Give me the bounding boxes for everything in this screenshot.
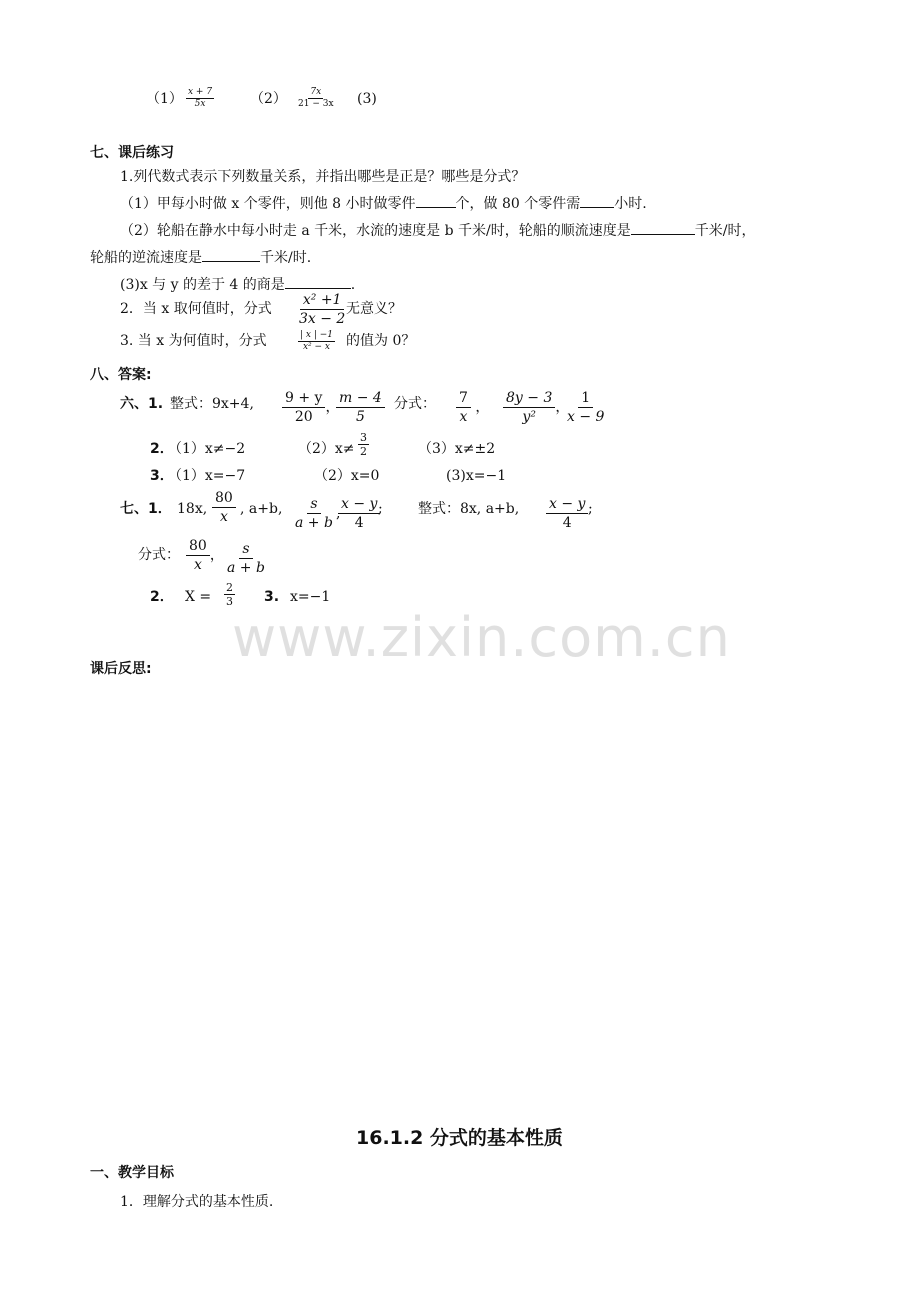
fraction: $\frac{80}{x}$ ， [186, 539, 224, 572]
answer-7-text-2: , a+b, [240, 501, 283, 517]
denominator: 3x − 2 [299, 311, 346, 327]
denominator: a + b [227, 560, 265, 576]
q1b-line-2 [90, 249, 311, 265]
answer-6-label: 六、1. [120, 396, 164, 412]
section-1-item-1: 1．理解分式的基本性质. [120, 1194, 274, 1210]
fraction [224, 542, 268, 575]
numerator: x + 7 [188, 87, 213, 97]
answer-blank[interactable] [580, 195, 614, 208]
denominator: 3 [226, 595, 233, 608]
denominator: 5 [355, 409, 365, 425]
numerator: 1 [578, 391, 593, 408]
denominator: x − 9 [567, 409, 605, 425]
denominator: x² − x [302, 342, 331, 352]
fraction [336, 391, 385, 424]
answer-6-2-part1: （1）x≠−2 [168, 441, 246, 457]
answer-7-polynomials: 整式：8x, a+b, [418, 501, 520, 517]
answer-6-2-part2: （2）x≠ [298, 441, 355, 457]
fraction: $\frac{7}{x}$ ， [456, 391, 489, 424]
q1a-text-2: 个，做 80 个零件需 [455, 196, 581, 212]
answer-6-fractions-label: 分式： [394, 396, 436, 412]
numerator: | x | −1 [300, 330, 333, 340]
numerator: 2 [226, 581, 233, 594]
item-number-2: （2） [250, 91, 287, 107]
numerator: 7 [456, 391, 471, 408]
denominator: 4 [562, 515, 572, 531]
denominator: 20 [294, 409, 313, 425]
numerator: s [307, 497, 320, 514]
answer-6-2-label: 2． [150, 441, 174, 457]
answer-6-2-part3: （3）x≠±2 [418, 441, 496, 457]
denominator: a + b [295, 515, 333, 531]
numerator: 80 [212, 491, 236, 508]
answer-6-3-label: 3． [150, 468, 174, 484]
q1a-text-1: （1）甲每小时做 x 个零件，则他 8 小时做零件 [120, 196, 416, 212]
q3-fraction [298, 331, 335, 352]
numerator: 3 [360, 431, 367, 444]
answer-7-fractions-label: 分式： [138, 547, 180, 563]
q2-text-2: 无意义？ [346, 301, 402, 317]
denominator: 4 [354, 515, 364, 531]
q1b-text-4: 千米/时. [260, 250, 312, 266]
item-number-3: (3) [357, 91, 377, 107]
fraction [564, 391, 607, 424]
answer-7-semicolon-2: ; [588, 501, 593, 517]
section-1-heading: 一、教学目标 [90, 1165, 174, 1181]
q2-text: 2．当 x 取何值时，分式 [120, 301, 272, 317]
answer-6-3-part2: （2）x=0 [314, 468, 380, 484]
section-8-heading: 八、答案: [90, 367, 152, 383]
q1b-text-2: 千米/时， [694, 223, 756, 239]
numerator: 9 + y [282, 391, 325, 408]
q1c-line [120, 276, 355, 292]
fraction [546, 497, 588, 530]
numerator: m − 4 [336, 391, 385, 408]
watermark: www.zixin.com.cn [232, 606, 731, 669]
q1a-text-3: 小时. [614, 196, 647, 212]
q1-text: 1.列代数式表示下列数量关系，并指出哪些是正是？哪些是分式？ [120, 169, 526, 185]
numerator: x − y [338, 497, 380, 514]
numerator: 80 [186, 539, 210, 556]
item-number-1: （1） [146, 91, 183, 107]
fraction [212, 491, 236, 524]
denominator: x [193, 557, 202, 573]
answer-7-2-label: 2． [150, 589, 174, 605]
numerator: x − y [546, 497, 588, 514]
fraction: $\frac{9 + y}{20}$ ， [282, 391, 339, 424]
answer-7-label: 七、1． [120, 501, 172, 517]
answer-6-3-part1: （1）x=−7 [168, 468, 246, 484]
answer-7-2-text: X = [185, 589, 212, 605]
answer-7-3-label: 3. [264, 589, 280, 605]
answer-6-polynomials: 整式：9x+4, [170, 396, 254, 412]
q3-text-2: 的值为 0？ [346, 333, 416, 349]
answer-blank[interactable] [285, 276, 351, 289]
numerator: 7x [310, 87, 322, 97]
fraction-2 [296, 88, 336, 109]
answer-7-text-1: 18x, [177, 501, 208, 517]
denominator: 5x [194, 99, 206, 109]
fraction: $\frac{s}{a + b}$ , [292, 497, 340, 530]
denominator: 2 [360, 445, 367, 458]
q1c-text-1: (3)x 与 y 的差于 4 的商是 [120, 277, 285, 293]
numerator: x² +1 [300, 293, 345, 310]
answer-blank[interactable] [202, 249, 260, 262]
fraction: $\frac{8y - 3}{\text{y²}}$ ， [503, 391, 569, 424]
denominator: x [219, 509, 228, 525]
q1a-line [120, 195, 647, 211]
answer-7-3-text: x=−1 [290, 589, 331, 605]
reflection-heading: 课后反思: [90, 661, 152, 677]
numerator: s [239, 542, 252, 559]
section-title: 16.1.2 分式的基本性质 [356, 1127, 563, 1149]
denominator: 21 − 3x [298, 99, 334, 109]
q3-text: 3. 当 x 为何值时，分式 [120, 333, 267, 349]
q1b-line [120, 222, 755, 238]
fraction-1 [186, 88, 214, 109]
fraction [224, 582, 235, 607]
fraction [358, 432, 369, 457]
answer-7-semicolon: ; [378, 501, 383, 517]
answer-blank[interactable] [631, 222, 695, 235]
denominator: x [459, 409, 468, 425]
denominator: y² [522, 409, 536, 425]
fraction [338, 497, 380, 530]
section-7-heading: 七、课后练习 [90, 145, 174, 161]
q1c-text-2: . [350, 277, 356, 293]
q1b-text-3: 轮船的逆流速度是 [90, 250, 202, 266]
q1b-text-1: （2）轮船在静水中每小时走 a 千米，水流的速度是 b 千米/时，轮船的顺流速度是 [120, 223, 631, 239]
answer-6-3-part3: (3)x=−1 [446, 468, 507, 484]
q2-fraction [296, 293, 348, 326]
numerator: 8y − 3 [503, 391, 555, 408]
answer-blank[interactable] [416, 195, 456, 208]
